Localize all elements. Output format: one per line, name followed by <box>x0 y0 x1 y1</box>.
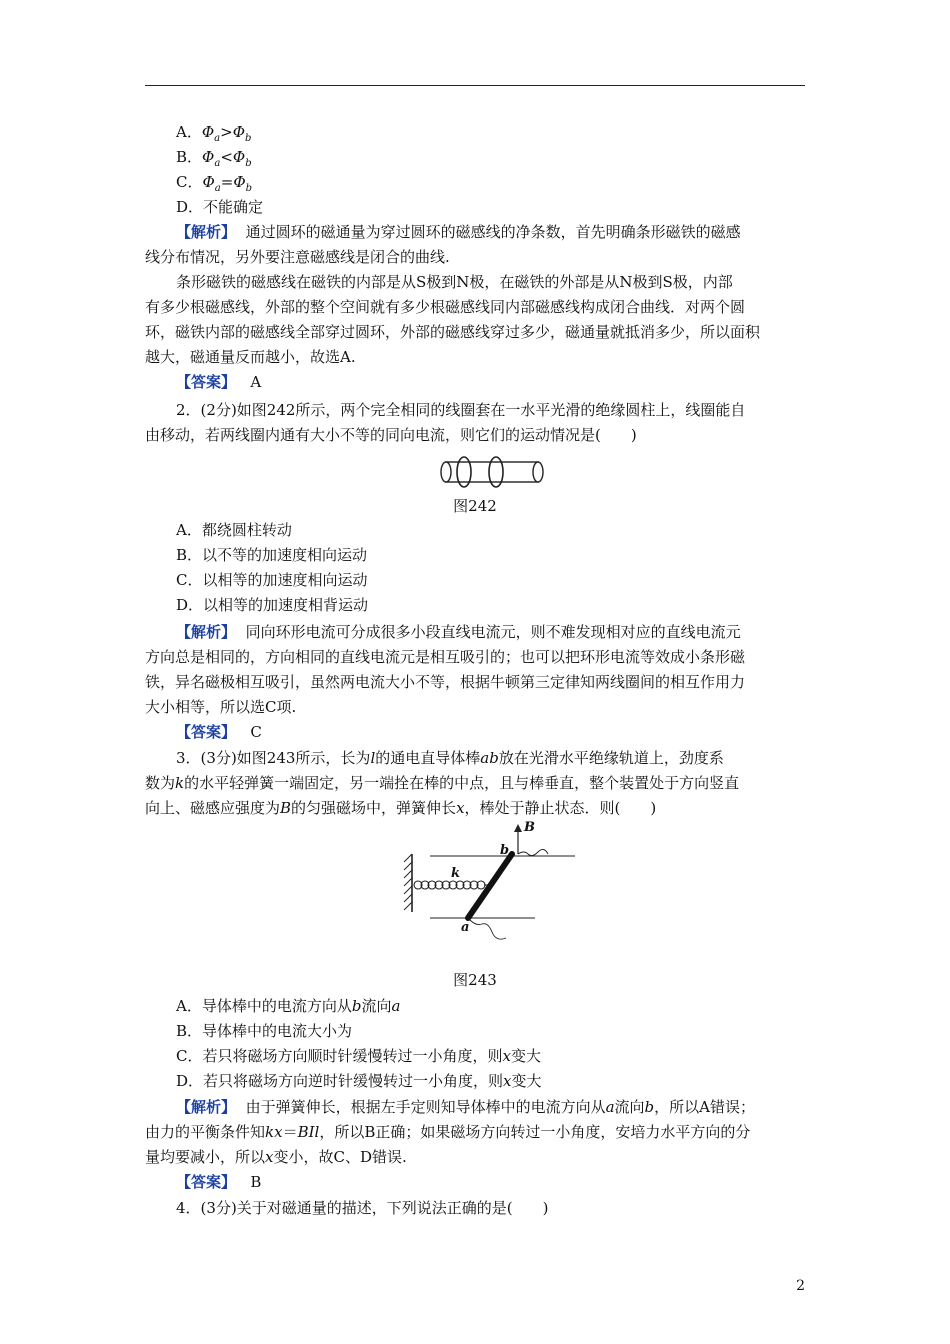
q2-stem-line: 2．(2分)如图242所示，两个完全相同的线圈套在一水平光滑的绝缘圆柱上，线圈能自 <box>176 401 746 419</box>
q4-stem: 4．(3分)关于对磁通量的描述，下列说法正确的是( ) <box>176 1199 549 1217</box>
q2-analysis-line: 大小相等，所以选C项. <box>145 698 297 716</box>
figure-242-coils <box>438 454 546 492</box>
figure-243-label-a: a <box>461 920 470 935</box>
page-number: 2 <box>796 1278 805 1294</box>
q3-analysis-line: 由力的平衡条件知kx＝BIl，所以B正确；如果磁场方向转过一小角度，安培力水平方向的分 <box>145 1123 751 1141</box>
q2-analysis-line: 方向总是相同的，方向相同的直线电流元是相互吸引的；也可以把环形电流等效成小条形磁 <box>145 648 746 666</box>
q1-analysis-line: 有多少根磁感线，外部的整个空间就有多少根磁感线同内部磁感线构成闭合曲线．对两个圆 <box>145 298 746 316</box>
q1-analysis-line: 环，磁铁内部的磁感线全部穿过圆环，外部的磁感线穿过多少，磁通量就抵消多少，所以面积 <box>145 323 761 341</box>
q1-analysis-line: 条形磁铁的磁感线在磁铁的内部是从S极到N极，在磁铁的外部是从N极到S极，内部 <box>176 273 733 291</box>
q1-analysis-line: 线分布情况，另外要注意磁感线是闭合的曲线. <box>145 248 450 266</box>
q2-stem-line: 由移动，若两线圈内通有大小不等的同向电流，则它们的运动情况是( ) <box>145 426 637 444</box>
q3-option-a: A．导体棒中的电流方向从b流向a <box>176 997 401 1015</box>
q1-option-a: A．$\Phi_a>\Phi_b$ <box>176 123 252 144</box>
q2-analysis-line: 【解析】 同向环形电流可分成很多小段直线电流元，则不难发现相对应的直线电流元 <box>176 623 741 641</box>
figure-243-label-B: B <box>524 820 535 835</box>
q1-answer: 【答案】 A <box>176 373 262 391</box>
figure-243-label-b: b <box>500 843 510 858</box>
q3-analysis-line: 【解析】 由于弹簧伸长，根据左手定则知导体棒中的电流方向从a流向b，所以A错误； <box>176 1098 755 1116</box>
figure-242-caption: 图242 <box>453 497 497 515</box>
q3-stem-line: 向上、磁感应强度为B的匀强磁场中，弹簧伸长x，棒处于静止状态．则( ) <box>145 799 657 817</box>
q2-option-b: B．以不等的加速度相向运动 <box>176 546 368 564</box>
analysis-tag: 【解析】 <box>176 223 237 241</box>
figure-243-caption: 图243 <box>453 971 497 989</box>
q2-answer: 【答案】 C <box>176 723 262 741</box>
q1-analysis-line: 【解析】 通过圆环的磁通量为穿过圆环的磁感线的净条数，首先明确条形磁铁的磁感 <box>176 223 741 241</box>
q3-answer: 【答案】 B <box>176 1173 262 1191</box>
q1-option-c: C．$\Phi_a=\Phi_b$ <box>176 173 253 194</box>
q3-analysis-line: 量均要减小，所以x变小，故C、D错误. <box>145 1148 407 1166</box>
figure-243-label-k: k <box>451 866 461 881</box>
q2-option-c: C．以相等的加速度相向运动 <box>176 571 368 589</box>
q2-option-a: A．都绕圆柱转动 <box>176 521 292 539</box>
q2-analysis-line: 铁，异名磁极相互吸引，虽然两电流大小不等，根据牛顿第三定律知两线圈间的相互作用力 <box>145 673 746 691</box>
q3-option-b: B．导体棒中的电流大小为 <box>176 1022 353 1040</box>
q3-option-c: C．若只将磁场方向顺时针缓慢转过一小角度，则x变大 <box>176 1047 541 1065</box>
q3-option-d: D．若只将磁场方向逆时针缓慢转过一小角度，则x变大 <box>176 1072 542 1090</box>
q1-analysis-line: 越大，磁通量反而越小，故选A. <box>145 348 356 366</box>
header-rule <box>145 85 805 86</box>
q2-option-d: D．以相等的加速度相背运动 <box>176 596 369 614</box>
figure-243-diagram <box>400 822 580 962</box>
q3-stem-line: 数为k的水平轻弹簧一端固定，另一端拴在棒的中点，且与棒垂直，整个装置处于方向竖直 <box>145 774 740 792</box>
q1-option-d: D．不能确定 <box>176 198 264 216</box>
q1-option-b: B．$\Phi_a<\Phi_b$ <box>176 148 252 169</box>
q3-stem-line: 3．(3分)如图243所示，长为l的通电直导体棒ab放在光滑水平绝缘轨道上，劲度系 <box>176 749 724 767</box>
